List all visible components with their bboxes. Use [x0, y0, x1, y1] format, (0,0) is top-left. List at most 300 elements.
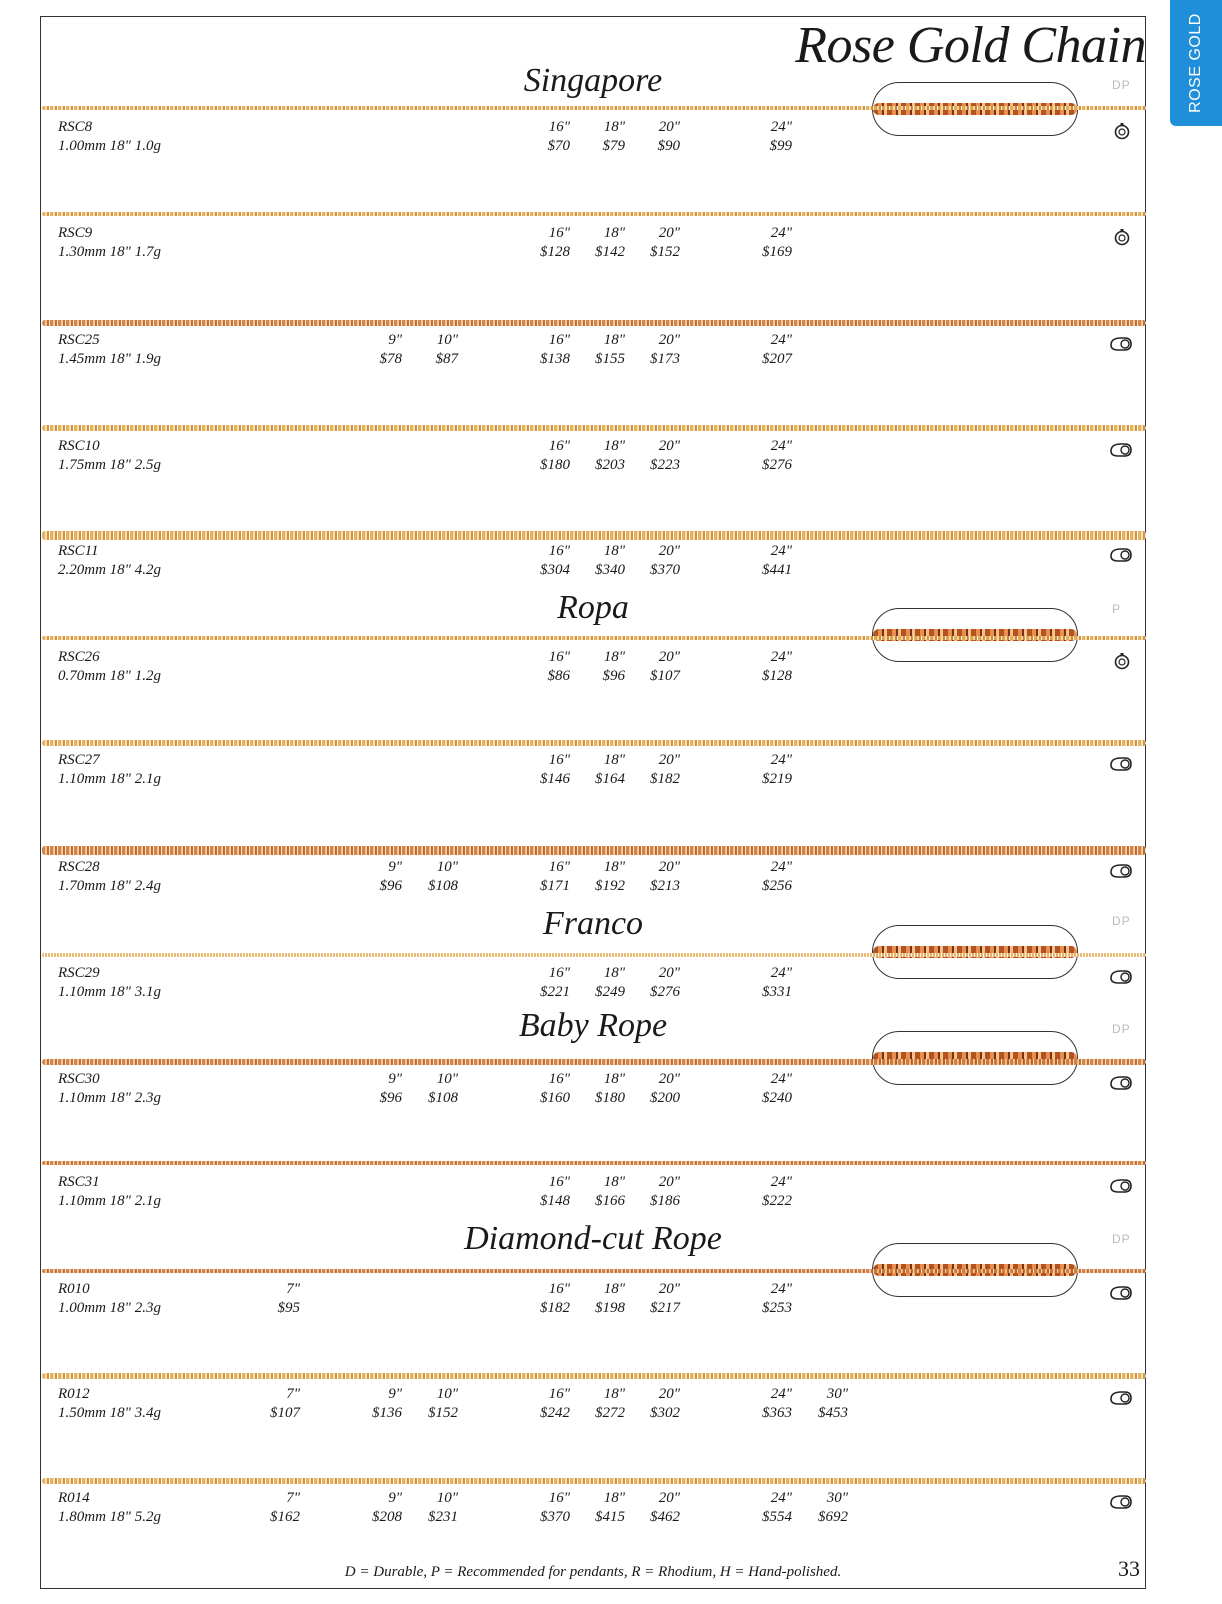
product-info[interactable] — [58, 858, 161, 896]
price-cell[interactable] — [732, 331, 792, 369]
price-value: $180 — [540, 457, 570, 473]
product-code: RSC11 — [58, 543, 99, 559]
page-number: 33 — [1118, 1556, 1140, 1581]
product-code: R010 — [58, 1281, 90, 1297]
feature-badge: DP — [1112, 1232, 1131, 1246]
length-label: 16" — [548, 649, 570, 665]
length-label: 18" — [603, 1071, 625, 1087]
price-value: $249 — [595, 984, 625, 1000]
price-cell[interactable] — [342, 858, 402, 896]
price-cell[interactable] — [732, 542, 792, 580]
length-label: 10" — [436, 1386, 458, 1402]
price-cell[interactable] — [510, 224, 570, 262]
price-value: $231 — [428, 1509, 458, 1525]
length-label: 7" — [286, 1281, 300, 1297]
price-cell[interactable] — [510, 1280, 570, 1318]
feature-badge: DP — [1112, 914, 1131, 928]
product-code: R014 — [58, 1490, 90, 1506]
price-cell[interactable] — [732, 437, 792, 475]
price-value: $166 — [595, 1193, 625, 1209]
lobster-clasp-icon — [1108, 1284, 1134, 1302]
price-value: $213 — [650, 878, 680, 894]
price-cell[interactable] — [620, 648, 680, 686]
category-tab-label: ROSE GOLD — [1187, 13, 1205, 113]
price-value: $79 — [602, 138, 625, 154]
feature-badge: DP — [1112, 78, 1131, 92]
product-code: RSC10 — [58, 438, 100, 454]
price-value: $180 — [595, 1090, 625, 1106]
lobster-clasp-icon — [1108, 862, 1134, 880]
price-value: $182 — [540, 1300, 570, 1316]
price-cell[interactable] — [732, 751, 792, 789]
product-info[interactable] — [58, 1173, 161, 1211]
spring-ring-clasp-icon — [1108, 652, 1134, 670]
product-spec: 1.80mm 18" 5.2g — [58, 1509, 161, 1525]
price-value: $90 — [657, 138, 680, 154]
price-cell[interactable] — [398, 1489, 458, 1527]
length-label: 7" — [286, 1490, 300, 1506]
price-cell[interactable] — [732, 1280, 792, 1318]
price-cell[interactable] — [342, 1489, 402, 1527]
price-cell[interactable] — [565, 224, 625, 262]
section-title: Singapore — [523, 62, 663, 99]
length-label: 18" — [603, 1490, 625, 1506]
price-value: $160 — [540, 1090, 570, 1106]
price-value: $203 — [595, 457, 625, 473]
price-cell[interactable] — [510, 648, 570, 686]
price-value: $415 — [595, 1509, 625, 1525]
length-label: 16" — [548, 438, 570, 454]
price-cell[interactable] — [510, 118, 570, 156]
price-cell[interactable] — [620, 437, 680, 475]
length-label: 20" — [658, 1490, 680, 1506]
product-info[interactable] — [58, 331, 161, 369]
price-cell[interactable] — [620, 118, 680, 156]
section-title: Franco — [542, 905, 644, 942]
length-label: 16" — [548, 1490, 570, 1506]
price-value: $148 — [540, 1193, 570, 1209]
product-code: RSC8 — [58, 119, 93, 135]
length-label: 20" — [658, 1386, 680, 1402]
chain-detail-image[interactable] — [872, 1031, 1078, 1085]
length-label: 24" — [770, 543, 792, 559]
price-value: $95 — [277, 1300, 300, 1316]
price-cell[interactable] — [510, 1173, 570, 1211]
length-label: 24" — [770, 859, 792, 875]
length-label: 18" — [603, 965, 625, 981]
price-cell[interactable] — [620, 751, 680, 789]
product-spec: 1.45mm 18" 1.9g — [58, 351, 161, 367]
legend-footnote: D = Durable, P = Recommended for pendants, R = Rhodium, H = Hand-polished. — [344, 1564, 842, 1580]
product-info[interactable] — [58, 964, 161, 1002]
price-cell[interactable] — [620, 1280, 680, 1318]
price-value: $152 — [650, 244, 680, 260]
length-label: 20" — [658, 119, 680, 135]
length-label: 18" — [603, 225, 625, 241]
price-cell[interactable] — [510, 751, 570, 789]
length-label: 10" — [436, 859, 458, 875]
price-cell[interactable] — [565, 648, 625, 686]
price-value: $107 — [650, 668, 680, 684]
lobster-clasp-icon — [1108, 441, 1134, 459]
product-spec: 1.10mm 18" 2.1g — [58, 771, 161, 787]
chain-strand-image — [42, 531, 1146, 540]
price-value: $370 — [650, 562, 680, 578]
price-value: $302 — [650, 1405, 680, 1421]
product-code: RSC9 — [58, 225, 93, 241]
length-label: 18" — [603, 1281, 625, 1297]
price-value: $304 — [540, 562, 570, 578]
price-value: $152 — [428, 1405, 458, 1421]
length-label: 16" — [548, 1174, 570, 1190]
chain-strand-image — [42, 1478, 1146, 1484]
chain-strand-image — [42, 212, 1146, 216]
length-label: 20" — [658, 965, 680, 981]
price-value: $162 — [270, 1509, 300, 1525]
lobster-clasp-icon — [1108, 335, 1134, 353]
product-code: RSC25 — [58, 332, 100, 348]
price-cell[interactable] — [620, 858, 680, 896]
product-spec: 1.00mm 18" 2.3g — [58, 1300, 161, 1316]
price-cell[interactable] — [620, 331, 680, 369]
price-cell[interactable] — [732, 1173, 792, 1211]
price-value: $182 — [650, 771, 680, 787]
length-label: 10" — [436, 1490, 458, 1506]
length-label: 20" — [658, 1174, 680, 1190]
price-cell[interactable] — [620, 1489, 680, 1527]
price-value: $340 — [595, 562, 625, 578]
price-cell[interactable] — [342, 1385, 402, 1423]
chain-strand-image — [42, 846, 1146, 855]
price-cell[interactable] — [240, 1489, 300, 1527]
price-cell[interactable] — [342, 331, 402, 369]
price-value: $207 — [762, 351, 792, 367]
price-cell[interactable] — [510, 437, 570, 475]
price-cell[interactable] — [620, 964, 680, 1002]
price-cell[interactable] — [510, 1489, 570, 1527]
length-label: 20" — [658, 649, 680, 665]
price-value: $240 — [762, 1090, 792, 1106]
product-spec: 2.20mm 18" 4.2g — [58, 562, 161, 578]
length-label: 20" — [658, 1071, 680, 1087]
product-info[interactable] — [58, 648, 161, 686]
length-label: 16" — [548, 859, 570, 875]
price-value: $78 — [379, 351, 402, 367]
price-value: $253 — [762, 1300, 792, 1316]
price-value: $441 — [762, 562, 792, 578]
price-value: $171 — [540, 878, 570, 894]
length-label: 20" — [658, 225, 680, 241]
price-cell[interactable] — [732, 964, 792, 1002]
chain-strand-image — [42, 425, 1146, 431]
price-cell[interactable] — [620, 1173, 680, 1211]
length-label: 16" — [548, 1071, 570, 1087]
product-info[interactable] — [58, 1280, 161, 1318]
price-value: $554 — [762, 1509, 792, 1525]
price-cell[interactable] — [732, 1070, 792, 1108]
chain-strand-image — [42, 1373, 1146, 1379]
price-cell[interactable] — [510, 1070, 570, 1108]
price-cell[interactable] — [732, 648, 792, 686]
price-value: $200 — [650, 1090, 680, 1106]
product-info[interactable] — [58, 1070, 161, 1108]
length-label: 20" — [658, 332, 680, 348]
price-value: $96 — [602, 668, 625, 684]
length-label: 16" — [548, 965, 570, 981]
lobster-clasp-icon — [1108, 1493, 1134, 1511]
length-label: 9" — [388, 1490, 402, 1506]
price-value: $146 — [540, 771, 570, 787]
length-label: 30" — [826, 1490, 848, 1506]
length-label: 20" — [658, 543, 680, 559]
length-label: 9" — [388, 1071, 402, 1087]
price-cell[interactable] — [510, 964, 570, 1002]
price-value: $173 — [650, 351, 680, 367]
price-cell[interactable] — [788, 1385, 848, 1423]
lobster-clasp-icon — [1108, 546, 1134, 564]
spring-ring-clasp-icon — [1108, 122, 1134, 140]
chain-strand-image — [42, 320, 1146, 326]
price-cell[interactable] — [565, 542, 625, 580]
price-cell[interactable] — [620, 224, 680, 262]
length-label: 20" — [658, 1281, 680, 1297]
price-value: $208 — [372, 1509, 402, 1525]
product-spec: 1.50mm 18" 3.4g — [58, 1405, 161, 1421]
price-cell[interactable] — [398, 1070, 458, 1108]
price-cell[interactable] — [565, 858, 625, 896]
length-label: 18" — [603, 1174, 625, 1190]
lobster-clasp-icon — [1108, 1389, 1134, 1407]
chain-strand-image — [42, 740, 1146, 746]
category-tab[interactable] — [1170, 0, 1222, 126]
price-cell[interactable] — [398, 858, 458, 896]
chain-strand-image — [42, 106, 1146, 110]
price-value: $138 — [540, 351, 570, 367]
length-label: 18" — [603, 752, 625, 768]
price-value: $221 — [540, 984, 570, 1000]
price-value: $128 — [540, 244, 570, 260]
price-value: $242 — [540, 1405, 570, 1421]
section-title: Baby Rope — [518, 1007, 668, 1044]
price-value: $142 — [595, 244, 625, 260]
length-label: 10" — [436, 1071, 458, 1087]
product-spec: 1.00mm 18" 1.0g — [58, 138, 161, 154]
price-value: $222 — [762, 1193, 792, 1209]
price-value: $86 — [547, 668, 570, 684]
length-label: 16" — [548, 119, 570, 135]
length-label: 24" — [770, 119, 792, 135]
length-label: 18" — [603, 649, 625, 665]
product-code: RSC28 — [58, 859, 100, 875]
price-cell[interactable] — [732, 118, 792, 156]
product-spec: 1.70mm 18" 2.4g — [58, 878, 161, 894]
length-label: 24" — [770, 332, 792, 348]
price-value: $164 — [595, 771, 625, 787]
product-info[interactable] — [58, 224, 161, 262]
product-info[interactable] — [58, 751, 161, 789]
chain-strand-image — [42, 636, 1146, 640]
section-title: Diamond-cut Rope — [464, 1220, 722, 1257]
price-cell[interactable] — [398, 1385, 458, 1423]
price-cell[interactable] — [565, 437, 625, 475]
price-value: $108 — [428, 878, 458, 894]
length-label: 24" — [770, 649, 792, 665]
length-label: 16" — [548, 543, 570, 559]
price-cell[interactable] — [565, 1489, 625, 1527]
product-spec: 1.75mm 18" 2.5g — [58, 457, 161, 473]
product-info[interactable] — [58, 542, 161, 580]
product-code: RSC30 — [58, 1071, 100, 1087]
product-spec: 0.70mm 18" 1.2g — [58, 668, 161, 684]
price-cell[interactable] — [565, 1280, 625, 1318]
product-spec: 1.10mm 18" 2.3g — [58, 1090, 161, 1106]
price-cell[interactable] — [510, 542, 570, 580]
price-value: $331 — [762, 984, 792, 1000]
price-value: $99 — [769, 138, 792, 154]
length-label: 20" — [658, 859, 680, 875]
price-value: $223 — [650, 457, 680, 473]
length-label: 24" — [770, 1386, 792, 1402]
length-label: 18" — [603, 332, 625, 348]
price-value: $692 — [818, 1509, 848, 1525]
length-label: 24" — [770, 965, 792, 981]
product-spec: 1.10mm 18" 2.1g — [58, 1193, 161, 1209]
length-label: 10" — [436, 332, 458, 348]
chain-strand-image — [42, 1161, 1146, 1165]
price-cell[interactable] — [240, 1280, 300, 1318]
price-value: $453 — [818, 1405, 848, 1421]
length-label: 16" — [548, 752, 570, 768]
price-value: $462 — [650, 1509, 680, 1525]
price-cell[interactable] — [240, 1385, 300, 1423]
price-cell[interactable] — [398, 331, 458, 369]
price-cell[interactable] — [732, 858, 792, 896]
price-cell[interactable] — [620, 542, 680, 580]
price-value: $169 — [762, 244, 792, 260]
length-label: 24" — [770, 1281, 792, 1297]
length-label: 18" — [603, 859, 625, 875]
price-value: $276 — [762, 457, 792, 473]
page-title: Rose Gold Chain — [795, 17, 1146, 74]
chain-detail-image[interactable] — [872, 608, 1078, 662]
length-label: 9" — [388, 859, 402, 875]
price-cell[interactable] — [510, 331, 570, 369]
product-spec: 1.10mm 18" 3.1g — [58, 984, 161, 1000]
product-info[interactable] — [58, 1385, 161, 1423]
length-label: 20" — [658, 438, 680, 454]
price-value: $219 — [762, 771, 792, 787]
product-spec: 1.30mm 18" 1.7g — [58, 244, 161, 260]
chain-strand-image — [42, 1269, 1146, 1273]
product-info[interactable] — [58, 437, 161, 475]
length-label: 9" — [388, 1386, 402, 1402]
feature-badge: P — [1112, 602, 1122, 616]
product-code: RSC26 — [58, 649, 100, 665]
price-value: $87 — [435, 351, 458, 367]
price-value: $108 — [428, 1090, 458, 1106]
price-cell[interactable] — [732, 1385, 792, 1423]
length-label: 24" — [770, 438, 792, 454]
price-value: $155 — [595, 351, 625, 367]
price-value: $128 — [762, 668, 792, 684]
length-label: 7" — [286, 1386, 300, 1402]
price-cell[interactable] — [565, 1385, 625, 1423]
price-cell[interactable] — [510, 1385, 570, 1423]
price-cell[interactable] — [732, 1489, 792, 1527]
length-label: 16" — [548, 1386, 570, 1402]
product-info[interactable] — [58, 118, 161, 156]
product-code: RSC31 — [58, 1174, 100, 1190]
length-label: 18" — [603, 119, 625, 135]
price-value: $198 — [595, 1300, 625, 1316]
price-value: $107 — [270, 1405, 300, 1421]
length-label: 18" — [603, 1386, 625, 1402]
chain-detail-image[interactable] — [872, 925, 1078, 979]
price-value: $363 — [762, 1405, 792, 1421]
price-value: $186 — [650, 1193, 680, 1209]
product-code: RSC27 — [58, 752, 100, 768]
product-code: R012 — [58, 1386, 90, 1402]
price-cell[interactable] — [732, 224, 792, 262]
price-cell[interactable] — [788, 1489, 848, 1527]
price-cell[interactable] — [342, 1070, 402, 1108]
price-value: $192 — [595, 878, 625, 894]
price-cell[interactable] — [565, 118, 625, 156]
length-label: 24" — [770, 1071, 792, 1087]
length-label: 24" — [770, 1174, 792, 1190]
price-value: $96 — [379, 1090, 402, 1106]
length-label: 24" — [770, 752, 792, 768]
product-info[interactable] — [58, 1489, 161, 1527]
price-cell[interactable] — [565, 1173, 625, 1211]
lobster-clasp-icon — [1108, 1177, 1134, 1195]
length-label: 20" — [658, 752, 680, 768]
lobster-clasp-icon — [1108, 1074, 1134, 1092]
length-label: 16" — [548, 332, 570, 348]
length-label: 24" — [770, 1490, 792, 1506]
price-cell[interactable] — [565, 751, 625, 789]
chain-strand-image — [42, 953, 1146, 957]
price-cell[interactable] — [565, 1070, 625, 1108]
length-label: 18" — [603, 438, 625, 454]
price-cell[interactable] — [620, 1385, 680, 1423]
length-label: 16" — [548, 225, 570, 241]
price-value: $276 — [650, 984, 680, 1000]
price-cell[interactable] — [565, 331, 625, 369]
feature-badge: DP — [1112, 1022, 1131, 1036]
length-label: 18" — [603, 543, 625, 559]
lobster-clasp-icon — [1108, 968, 1134, 986]
price-value: $272 — [595, 1405, 625, 1421]
price-value: $70 — [547, 138, 570, 154]
length-label: 16" — [548, 1281, 570, 1297]
spring-ring-clasp-icon — [1108, 228, 1134, 246]
length-label: 24" — [770, 225, 792, 241]
price-cell[interactable] — [510, 858, 570, 896]
price-value: $136 — [372, 1405, 402, 1421]
lobster-clasp-icon — [1108, 755, 1134, 773]
length-label: 30" — [826, 1386, 848, 1402]
length-label: 9" — [388, 332, 402, 348]
price-cell[interactable] — [620, 1070, 680, 1108]
chain-strand-image — [42, 1059, 1146, 1065]
section-title: Ropa — [557, 589, 629, 626]
price-value: $256 — [762, 878, 792, 894]
price-value: $370 — [540, 1509, 570, 1525]
price-value: $96 — [379, 878, 402, 894]
price-value: $217 — [650, 1300, 680, 1316]
price-cell[interactable] — [565, 964, 625, 1002]
